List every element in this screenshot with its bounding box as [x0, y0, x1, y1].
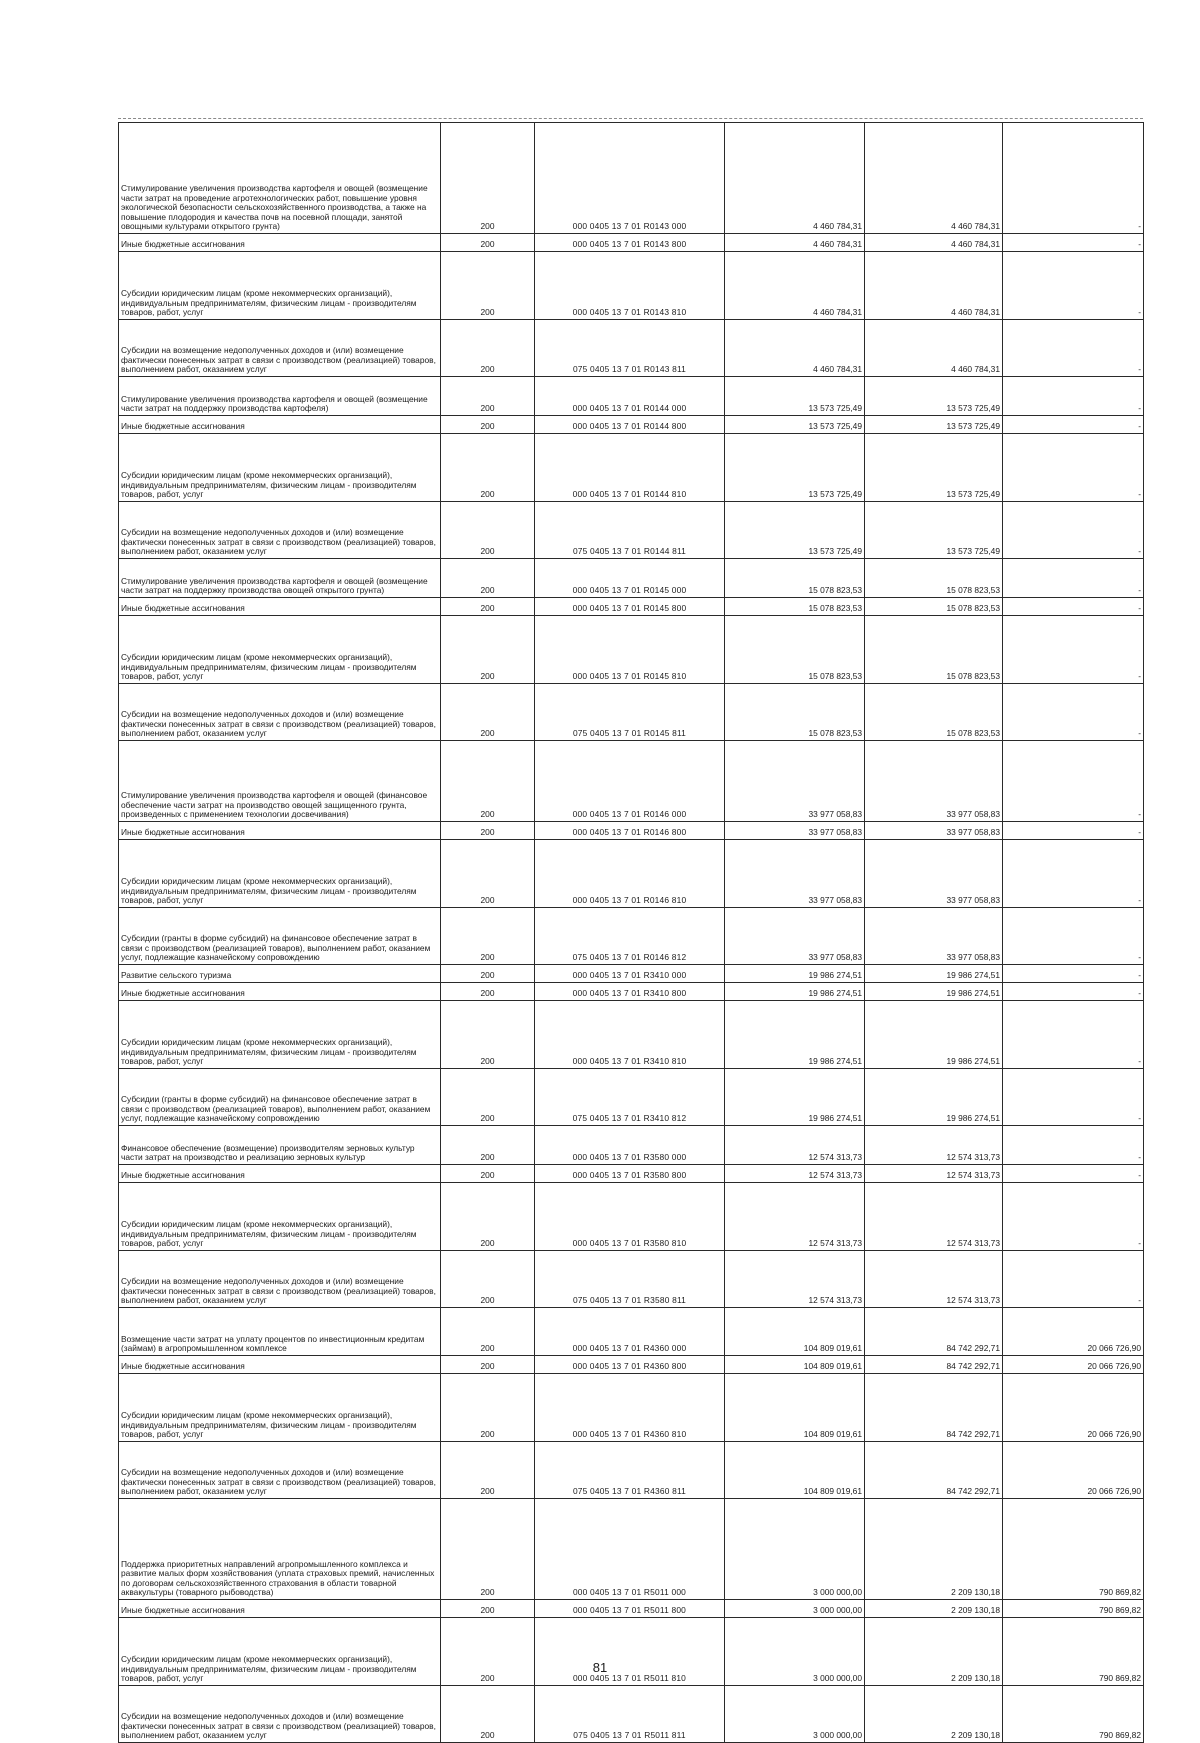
table-row	[119, 616, 1144, 684]
classification-code-cell: 000 0405 13 7 01 R5011 800	[535, 1600, 725, 1618]
row-code-cell: 200	[441, 1126, 535, 1165]
executed-amount-cell: 15 078 823,53	[865, 598, 1003, 616]
row-name-cell: Возмещение части затрат на уплату процентов по инвестиционным кредитам (займам) в агропромышленном комплексе	[119, 1308, 441, 1356]
row-code-cell: 200	[441, 123, 535, 234]
approved-amount-cell: 19 986 274,51	[725, 983, 865, 1001]
executed-amount-cell: 12 574 313,73	[865, 1126, 1003, 1165]
approved-amount-cell: 33 977 058,83	[725, 908, 865, 965]
row-name-cell: Субсидии юридическим лицам (кроме некоммерческих организаций), индивидуальным предпринимателям, физическим лицам - производителям товаров, работ, услуг	[119, 840, 441, 908]
classification-code-cell: 000 0405 13 7 01 R3410 800	[535, 983, 725, 1001]
row-name-cell: Иные бюджетные ассигнования	[119, 1165, 441, 1183]
approved-amount-cell: 19 986 274,51	[725, 965, 865, 983]
executed-amount-cell: 2 209 130,18	[865, 1686, 1003, 1743]
executed-amount-cell: 2 209 130,18	[865, 1618, 1003, 1686]
row-code-cell: 200	[441, 377, 535, 416]
row-code-cell: 200	[441, 1374, 535, 1442]
row-name-cell: Иные бюджетные ассигнования	[119, 983, 441, 1001]
unexecuted-amount-cell: -	[1003, 416, 1144, 434]
executed-amount-cell: 2 209 130,18	[865, 1499, 1003, 1600]
unexecuted-amount-cell: -	[1003, 377, 1144, 416]
row-name-cell: Субсидии на возмещение недополученных доходов и (или) возмещение фактически понесенных затрат в связи с производством (реализацией) товаров, выполнением работ, оказанием услуг	[119, 1251, 441, 1308]
classification-code-cell: 000 0405 13 7 01 R0146 810	[535, 840, 725, 908]
approved-amount-cell: 4 460 784,31	[725, 123, 865, 234]
table-row	[119, 598, 1144, 616]
executed-amount-cell: 84 742 292,71	[865, 1356, 1003, 1374]
unexecuted-amount-cell: -	[1003, 1126, 1144, 1165]
table-row	[119, 741, 1144, 822]
approved-amount-cell: 33 977 058,83	[725, 822, 865, 840]
unexecuted-amount-cell: -	[1003, 1183, 1144, 1251]
unexecuted-amount-cell: -	[1003, 1001, 1144, 1069]
row-code-cell: 200	[441, 908, 535, 965]
row-name-cell: Субсидии юридическим лицам (кроме некоммерческих организаций), индивидуальным предпринимателям, физическим лицам - производителям товаров, работ, услуг	[119, 1618, 441, 1686]
row-code-cell: 200	[441, 1251, 535, 1308]
row-code-cell: 200	[441, 559, 535, 598]
classification-code-cell: 000 0405 13 7 01 R5011 810	[535, 1618, 725, 1686]
classification-code-cell: 000 0405 13 7 01 R3410 000	[535, 965, 725, 983]
executed-amount-cell: 19 986 274,51	[865, 1069, 1003, 1126]
classification-code-cell: 075 0405 13 7 01 R5011 811	[535, 1686, 725, 1743]
row-name-cell: Субсидии на возмещение недополученных доходов и (или) возмещение фактически понесенных затрат в связи с производством (реализацией) товаров, выполнением работ, оказанием услуг	[119, 684, 441, 741]
unexecuted-amount-cell: 20 066 726,90	[1003, 1356, 1144, 1374]
unexecuted-amount-cell: -	[1003, 252, 1144, 320]
row-code-cell: 200	[441, 1442, 535, 1499]
approved-amount-cell: 19 986 274,51	[725, 1001, 865, 1069]
row-code-cell: 200	[441, 1356, 535, 1374]
row-name-cell: Иные бюджетные ассигнования	[119, 598, 441, 616]
classification-code-cell: 075 0405 13 7 01 R3580 811	[535, 1251, 725, 1308]
table-row	[119, 965, 1144, 983]
unexecuted-amount-cell: -	[1003, 840, 1144, 908]
table-row	[119, 684, 1144, 741]
unexecuted-amount-cell: -	[1003, 559, 1144, 598]
table-body	[119, 123, 1144, 1743]
executed-amount-cell: 4 460 784,31	[865, 320, 1003, 377]
unexecuted-amount-cell: 790 869,82	[1003, 1618, 1144, 1686]
table-row	[119, 502, 1144, 559]
table-row	[119, 1442, 1144, 1499]
table-row	[119, 377, 1144, 416]
approved-amount-cell: 3 000 000,00	[725, 1618, 865, 1686]
table-row	[119, 983, 1144, 1001]
approved-amount-cell: 4 460 784,31	[725, 234, 865, 252]
row-name-cell: Поддержка приоритетных направлений агропромышленного комплекса и развитие малых форм хозяйствования (уплата страховых премий, начисленных по договорам сельскохозяйственного страхования в области товарной аквакультуры (товарного рыбоводства)	[119, 1499, 441, 1600]
table-row	[119, 840, 1144, 908]
row-name-cell: Развитие сельского туризма	[119, 965, 441, 983]
executed-amount-cell: 15 078 823,53	[865, 684, 1003, 741]
executed-amount-cell: 13 573 725,49	[865, 416, 1003, 434]
row-code-cell: 200	[441, 320, 535, 377]
row-name-cell: Стимулирование увеличения производства картофеля и овощей (возмещение части затрат на поддержку производства овощей открытого грунта)	[119, 559, 441, 598]
row-code-cell: 200	[441, 1499, 535, 1600]
table-row	[119, 234, 1144, 252]
approved-amount-cell: 15 078 823,53	[725, 684, 865, 741]
classification-code-cell: 000 0405 13 7 01 R4360 810	[535, 1374, 725, 1442]
classification-code-cell: 000 0405 13 7 01 R0144 810	[535, 434, 725, 502]
row-code-cell: 200	[441, 1308, 535, 1356]
approved-amount-cell: 13 573 725,49	[725, 434, 865, 502]
unexecuted-amount-cell: -	[1003, 1069, 1144, 1126]
executed-amount-cell: 12 574 313,73	[865, 1183, 1003, 1251]
row-code-cell: 200	[441, 1069, 535, 1126]
row-code-cell: 200	[441, 840, 535, 908]
row-code-cell: 200	[441, 252, 535, 320]
classification-code-cell: 000 0405 13 7 01 R3580 810	[535, 1183, 725, 1251]
row-code-cell: 200	[441, 1686, 535, 1743]
table-row	[119, 1374, 1144, 1442]
approved-amount-cell: 3 000 000,00	[725, 1499, 865, 1600]
unexecuted-amount-cell: -	[1003, 1165, 1144, 1183]
row-code-cell: 200	[441, 983, 535, 1001]
classification-code-cell: 000 0405 13 7 01 R0144 800	[535, 416, 725, 434]
row-name-cell: Субсидии (гранты в форме субсидий) на финансовое обеспечение затрат в связи с производством (реализацией товаров), выполнением работ, оказанием услуг, подлежащие казначейскому сопровождению	[119, 1069, 441, 1126]
executed-amount-cell: 19 986 274,51	[865, 965, 1003, 983]
executed-amount-cell: 33 977 058,83	[865, 840, 1003, 908]
table-row	[119, 123, 1144, 234]
approved-amount-cell: 33 977 058,83	[725, 840, 865, 908]
row-code-cell: 200	[441, 434, 535, 502]
classification-code-cell: 075 0405 13 7 01 R0146 812	[535, 908, 725, 965]
classification-code-cell: 000 0405 13 7 01 R3580 000	[535, 1126, 725, 1165]
row-name-cell: Субсидии юридическим лицам (кроме некоммерческих организаций), индивидуальным предпринимателям, физическим лицам - производителям товаров, работ, услуг	[119, 252, 441, 320]
row-name-cell: Субсидии юридическим лицам (кроме некоммерческих организаций), индивидуальным предпринимателям, физическим лицам - производителям товаров, работ, услуг	[119, 616, 441, 684]
row-code-cell: 200	[441, 741, 535, 822]
executed-amount-cell: 13 573 725,49	[865, 502, 1003, 559]
classification-code-cell: 000 0405 13 7 01 R0145 810	[535, 616, 725, 684]
classification-code-cell: 000 0405 13 7 01 R0145 800	[535, 598, 725, 616]
approved-amount-cell: 15 078 823,53	[725, 559, 865, 598]
row-name-cell: Иные бюджетные ассигнования	[119, 234, 441, 252]
approved-amount-cell: 19 986 274,51	[725, 1069, 865, 1126]
unexecuted-amount-cell: -	[1003, 123, 1144, 234]
table-row	[119, 1251, 1144, 1308]
unexecuted-amount-cell: -	[1003, 598, 1144, 616]
classification-code-cell: 000 0405 13 7 01 R5011 000	[535, 1499, 725, 1600]
table-row	[119, 1183, 1144, 1251]
classification-code-cell: 000 0405 13 7 01 R4360 800	[535, 1356, 725, 1374]
approved-amount-cell: 4 460 784,31	[725, 320, 865, 377]
unexecuted-amount-cell: -	[1003, 822, 1144, 840]
classification-code-cell: 075 0405 13 7 01 R0145 811	[535, 684, 725, 741]
approved-amount-cell: 3 000 000,00	[725, 1600, 865, 1618]
row-name-cell: Иные бюджетные ассигнования	[119, 1600, 441, 1618]
executed-amount-cell: 4 460 784,31	[865, 252, 1003, 320]
row-code-cell: 200	[441, 822, 535, 840]
row-code-cell: 200	[441, 598, 535, 616]
row-name-cell: Субсидии на возмещение недополученных доходов и (или) возмещение фактически понесенных затрат в связи с производством (реализацией) товаров, выполнением работ, оказанием услуг	[119, 502, 441, 559]
row-code-cell: 200	[441, 1600, 535, 1618]
table-row	[119, 1069, 1144, 1126]
table-row	[119, 252, 1144, 320]
table-row	[119, 1356, 1144, 1374]
classification-code-cell: 000 0405 13 7 01 R4360 000	[535, 1308, 725, 1356]
row-code-cell: 200	[441, 684, 535, 741]
approved-amount-cell: 104 809 019,61	[725, 1308, 865, 1356]
table-row	[119, 1618, 1144, 1686]
row-code-cell: 200	[441, 1001, 535, 1069]
classification-code-cell: 000 0405 13 7 01 R0143 810	[535, 252, 725, 320]
approved-amount-cell: 4 460 784,31	[725, 252, 865, 320]
unexecuted-amount-cell: -	[1003, 616, 1144, 684]
executed-amount-cell: 33 977 058,83	[865, 741, 1003, 822]
executed-amount-cell: 33 977 058,83	[865, 908, 1003, 965]
classification-code-cell: 000 0405 13 7 01 R0143 800	[535, 234, 725, 252]
unexecuted-amount-cell: -	[1003, 320, 1144, 377]
approved-amount-cell: 104 809 019,61	[725, 1356, 865, 1374]
executed-amount-cell: 33 977 058,83	[865, 822, 1003, 840]
row-code-cell: 200	[441, 1183, 535, 1251]
classification-code-cell: 000 0405 13 7 01 R0143 000	[535, 123, 725, 234]
executed-amount-cell: 4 460 784,31	[865, 123, 1003, 234]
approved-amount-cell: 15 078 823,53	[725, 598, 865, 616]
table-row	[119, 559, 1144, 598]
scan-edge-line	[118, 118, 1143, 119]
row-name-cell: Стимулирование увеличения производства картофеля и овощей (финансовое обеспечение части затрат на производство овощей защищенного грунта, произведенных с применением технологии досвечивания)	[119, 741, 441, 822]
classification-code-cell: 075 0405 13 7 01 R3410 812	[535, 1069, 725, 1126]
executed-amount-cell: 84 742 292,71	[865, 1308, 1003, 1356]
row-name-cell: Иные бюджетные ассигнования	[119, 822, 441, 840]
executed-amount-cell: 13 573 725,49	[865, 434, 1003, 502]
approved-amount-cell: 13 573 725,49	[725, 377, 865, 416]
row-name-cell: Субсидии на возмещение недополученных доходов и (или) возмещение фактически понесенных затрат в связи с производством (реализацией) товаров, выполнением работ, оказанием услуг	[119, 320, 441, 377]
table-row	[119, 1499, 1144, 1600]
approved-amount-cell: 33 977 058,83	[725, 741, 865, 822]
unexecuted-amount-cell: -	[1003, 502, 1144, 559]
row-name-cell: Субсидии (гранты в форме субсидий) на финансовое обеспечение затрат в связи с производством (реализацией товаров), выполнением работ, оказанием услуг, подлежащие казначейскому сопровождению	[119, 908, 441, 965]
row-name-cell: Стимулирование увеличения производства картофеля и овощей (возмещение части затрат на поддержку производства картофеля)	[119, 377, 441, 416]
classification-code-cell: 000 0405 13 7 01 R0146 800	[535, 822, 725, 840]
table-row	[119, 320, 1144, 377]
executed-amount-cell: 84 742 292,71	[865, 1442, 1003, 1499]
table-row	[119, 1001, 1144, 1069]
table-row	[119, 434, 1144, 502]
approved-amount-cell: 104 809 019,61	[725, 1374, 865, 1442]
executed-amount-cell: 13 573 725,49	[865, 377, 1003, 416]
row-code-cell: 200	[441, 1618, 535, 1686]
executed-amount-cell: 4 460 784,31	[865, 234, 1003, 252]
executed-amount-cell: 19 986 274,51	[865, 1001, 1003, 1069]
table-row	[119, 1165, 1144, 1183]
unexecuted-amount-cell: -	[1003, 684, 1144, 741]
executed-amount-cell: 12 574 313,73	[865, 1251, 1003, 1308]
classification-code-cell: 075 0405 13 7 01 R0143 811	[535, 320, 725, 377]
table-row	[119, 822, 1144, 840]
executed-amount-cell: 19 986 274,51	[865, 983, 1003, 1001]
row-name-cell: Финансовое обеспечение (возмещение) производителям зерновых культур части затрат на производство и реализацию зерновых культур	[119, 1126, 441, 1165]
classification-code-cell: 000 0405 13 7 01 R0144 000	[535, 377, 725, 416]
table-row	[119, 908, 1144, 965]
row-code-cell: 200	[441, 502, 535, 559]
row-name-cell: Субсидии на возмещение недополученных доходов и (или) возмещение фактически понесенных затрат в связи с производством (реализацией) товаров, выполнением работ, оказанием услуг	[119, 1442, 441, 1499]
row-name-cell: Иные бюджетные ассигнования	[119, 1356, 441, 1374]
row-name-cell: Субсидии юридическим лицам (кроме некоммерческих организаций), индивидуальным предпринимателям, физическим лицам - производителям товаров, работ, услуг	[119, 1374, 441, 1442]
classification-code-cell: 075 0405 13 7 01 R4360 811	[535, 1442, 725, 1499]
classification-code-cell: 000 0405 13 7 01 R3580 800	[535, 1165, 725, 1183]
budget-execution-table	[118, 122, 1144, 1743]
table-row	[119, 1308, 1144, 1356]
approved-amount-cell: 104 809 019,61	[725, 1442, 865, 1499]
unexecuted-amount-cell: 790 869,82	[1003, 1499, 1144, 1600]
classification-code-cell: 000 0405 13 7 01 R0146 000	[535, 741, 725, 822]
approved-amount-cell: 12 574 313,73	[725, 1165, 865, 1183]
executed-amount-cell: 2 209 130,18	[865, 1600, 1003, 1618]
row-name-cell: Субсидии на возмещение недополученных доходов и (или) возмещение фактически понесенных затрат в связи с производством (реализацией) товаров, выполнением работ, оказанием услуг	[119, 1686, 441, 1743]
unexecuted-amount-cell: -	[1003, 983, 1144, 1001]
executed-amount-cell: 15 078 823,53	[865, 559, 1003, 598]
approved-amount-cell: 12 574 313,73	[725, 1251, 865, 1308]
approved-amount-cell: 12 574 313,73	[725, 1126, 865, 1165]
unexecuted-amount-cell: -	[1003, 434, 1144, 502]
approved-amount-cell: 3 000 000,00	[725, 1686, 865, 1743]
approved-amount-cell: 13 573 725,49	[725, 416, 865, 434]
executed-amount-cell: 15 078 823,53	[865, 616, 1003, 684]
row-name-cell: Субсидии юридическим лицам (кроме некоммерческих организаций), индивидуальным предпринимателям, физическим лицам - производителям товаров, работ, услуг	[119, 1001, 441, 1069]
executed-amount-cell: 12 574 313,73	[865, 1165, 1003, 1183]
unexecuted-amount-cell: -	[1003, 234, 1144, 252]
row-name-cell: Стимулирование увеличения производства картофеля и овощей (возмещение части затрат на проведение агротехнологических работ, повышение уровня экологической безопасности сельскохозяйственного производства, а также на повышение плодородия и качества почв на посевной площади, занятой овощными культурами открытого грунта)	[119, 123, 441, 234]
unexecuted-amount-cell: -	[1003, 741, 1144, 822]
unexecuted-amount-cell: 790 869,82	[1003, 1600, 1144, 1618]
approved-amount-cell: 15 078 823,53	[725, 616, 865, 684]
row-code-cell: 200	[441, 616, 535, 684]
table-row	[119, 1126, 1144, 1165]
row-code-cell: 200	[441, 965, 535, 983]
classification-code-cell: 075 0405 13 7 01 R0144 811	[535, 502, 725, 559]
unexecuted-amount-cell: 790 869,82	[1003, 1686, 1144, 1743]
unexecuted-amount-cell: 20 066 726,90	[1003, 1308, 1144, 1356]
row-code-cell: 200	[441, 416, 535, 434]
unexecuted-amount-cell: 20 066 726,90	[1003, 1374, 1144, 1442]
unexecuted-amount-cell: 20 066 726,90	[1003, 1442, 1144, 1499]
classification-code-cell: 000 0405 13 7 01 R0145 000	[535, 559, 725, 598]
unexecuted-amount-cell: -	[1003, 965, 1144, 983]
row-name-cell: Иные бюджетные ассигнования	[119, 416, 441, 434]
classification-code-cell: 000 0405 13 7 01 R3410 810	[535, 1001, 725, 1069]
row-name-cell: Субсидии юридическим лицам (кроме некоммерческих организаций), индивидуальным предпринимателям, физическим лицам - производителям товаров, работ, услуг	[119, 434, 441, 502]
row-name-cell: Субсидии юридическим лицам (кроме некоммерческих организаций), индивидуальным предпринимателям, физическим лицам - производителям товаров, работ, услуг	[119, 1183, 441, 1251]
row-code-cell: 200	[441, 234, 535, 252]
unexecuted-amount-cell: -	[1003, 908, 1144, 965]
executed-amount-cell: 84 742 292,71	[865, 1374, 1003, 1442]
table-row	[119, 1686, 1144, 1743]
table-row	[119, 416, 1144, 434]
table-row	[119, 1600, 1144, 1618]
approved-amount-cell: 12 574 313,73	[725, 1183, 865, 1251]
approved-amount-cell: 13 573 725,49	[725, 502, 865, 559]
row-code-cell: 200	[441, 1165, 535, 1183]
page-number: 81	[592, 1660, 608, 1675]
unexecuted-amount-cell: -	[1003, 1251, 1144, 1308]
